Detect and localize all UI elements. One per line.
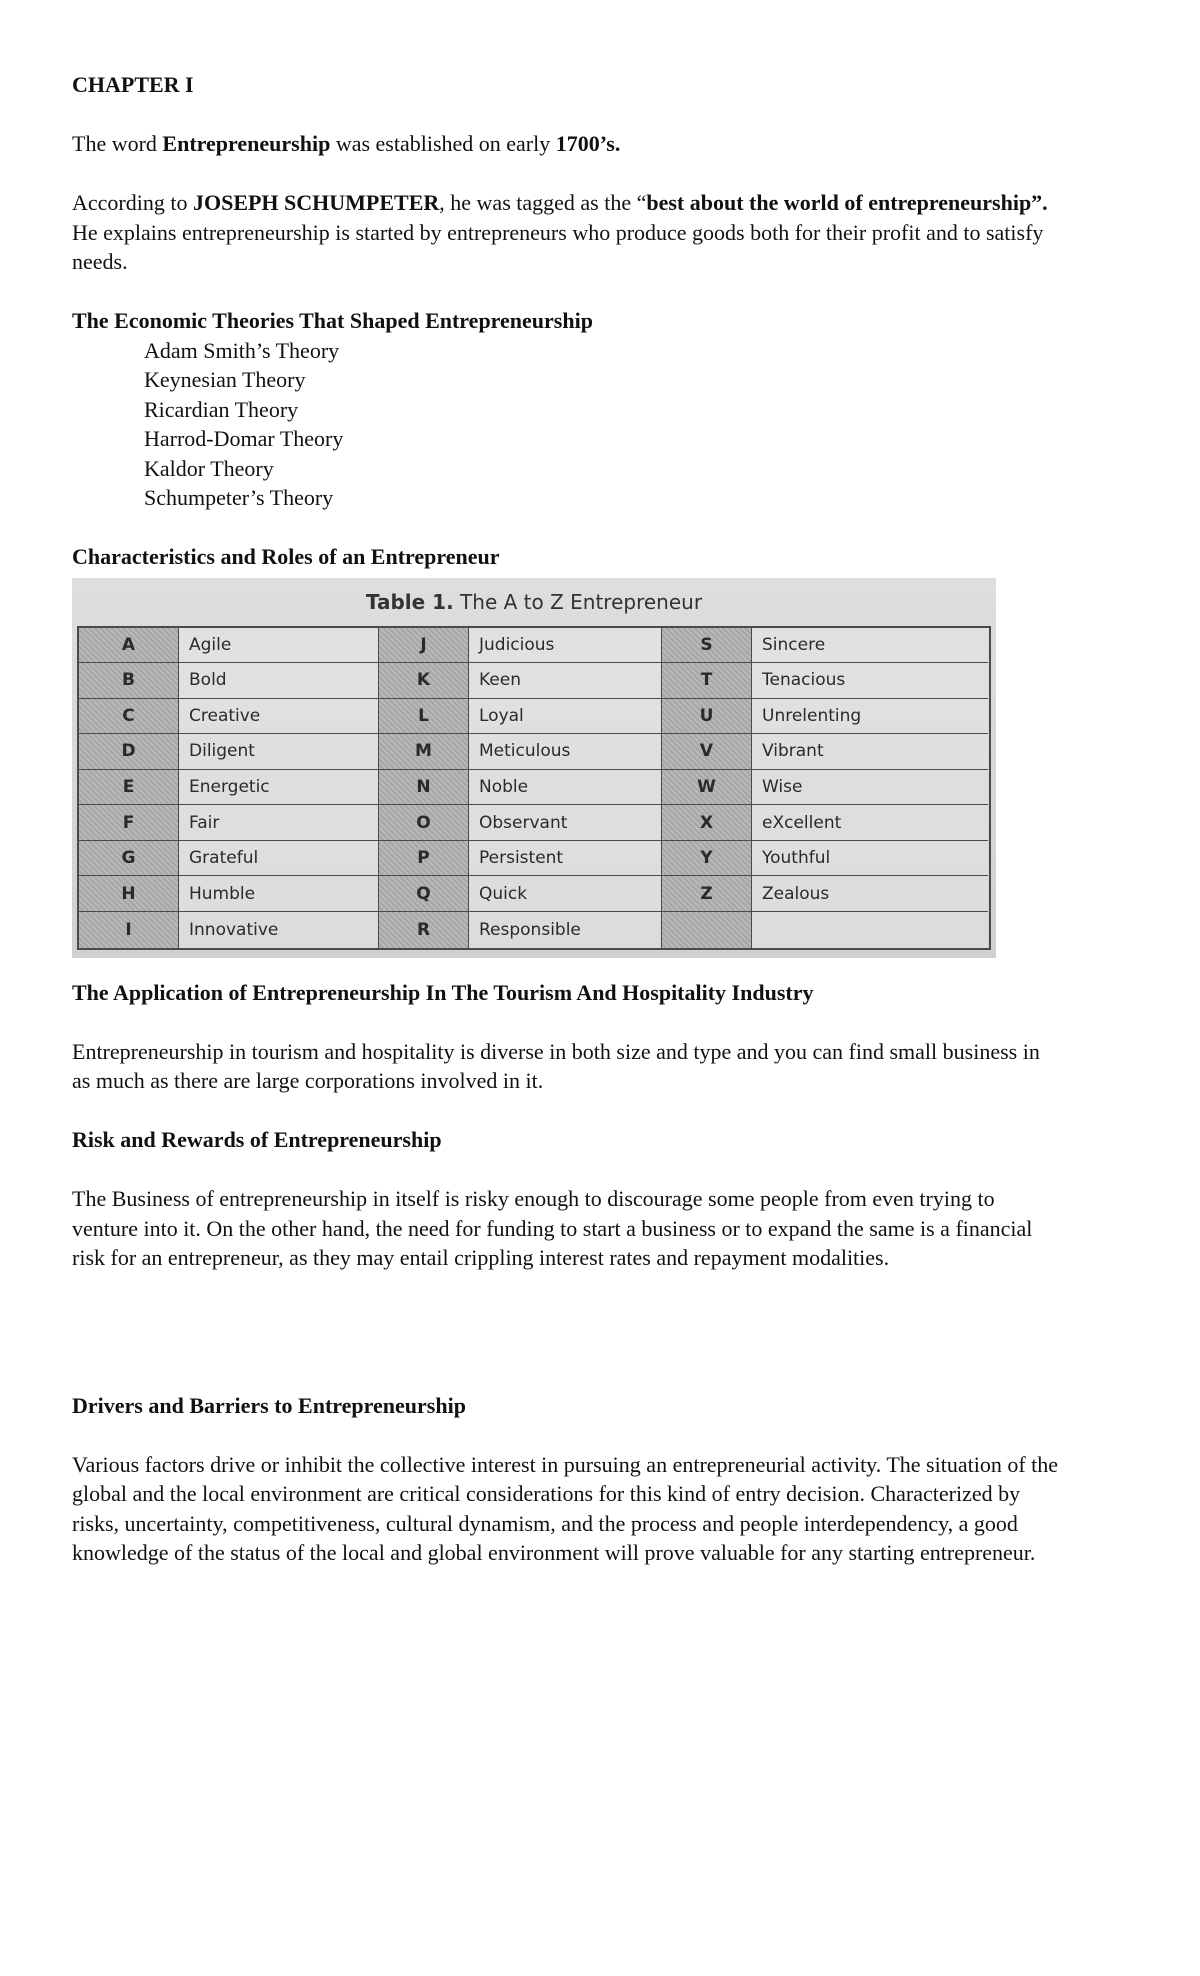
theory-item: Harrod-Domar Theory xyxy=(144,426,344,451)
table-letter-cell: W xyxy=(662,770,752,806)
characteristics-heading: Characteristics and Roles of an Entrepreneur xyxy=(72,544,500,569)
table-letter-cell: V xyxy=(662,734,752,770)
drivers-heading: Drivers and Barriers to Entrepreneurship xyxy=(72,1392,466,1418)
table-letter-cell: G xyxy=(79,841,179,877)
table-letter-cell: E xyxy=(79,770,179,806)
table-caption-title: The A to Z Entrepreneur xyxy=(453,589,703,614)
table-word-cell: Zealous xyxy=(752,876,988,912)
drivers-line-4: knowledge of the status of the local and global environment will prove valuable for any starting entrepreneur. xyxy=(72,1540,1036,1565)
table-word-cell: Loyal xyxy=(469,699,662,735)
risk-line-3: risk for an entrepreneur, as they may entail crippling interest rates and repayment modalities. xyxy=(72,1245,890,1270)
table-letter-cell: F xyxy=(79,805,179,841)
table-word-cell: Humble xyxy=(179,876,379,912)
application-line-1: Entrepreneurship in tourism and hospitality is diverse in both size and type and you can find small business in xyxy=(72,1038,1040,1064)
table-letter-cell: C xyxy=(79,699,179,735)
schumpeter-line-1 xyxy=(72,188,1142,218)
table-letter-cell: L xyxy=(379,699,469,735)
schumpeter-line-3: needs. xyxy=(72,249,128,274)
table-word-cell: Persistent xyxy=(469,841,662,877)
table-word-cell: Bold xyxy=(179,663,379,699)
table-letter-cell: O xyxy=(379,805,469,841)
chapter-title: CHAPTER I xyxy=(72,72,194,97)
table-word-cell: Noble xyxy=(469,770,662,806)
intro-paragraph xyxy=(72,129,1142,159)
schumpeter-line-2: He explains entrepreneurship is started by entrepreneurs who produce goods both for their profit and to satisfy xyxy=(72,219,1044,245)
table-letter-cell: S xyxy=(662,628,752,664)
theory-item: Kaldor Theory xyxy=(144,455,274,481)
table-word-cell: Vibrant xyxy=(752,734,988,770)
table-word-cell xyxy=(752,912,988,948)
table-letter-cell: J xyxy=(379,628,469,664)
table-word-cell: Judicious xyxy=(469,628,662,664)
table-word-cell: Wise xyxy=(752,770,988,806)
drivers-line-3: risks, uncertainty, competitiveness, cultural dynamism, and the process and people interdependency, a good xyxy=(72,1510,1018,1536)
drivers-line-1: Various factors drive or inhibit the collective interest in pursuing an entrepreneurial activity. The situation of the xyxy=(72,1451,1059,1477)
drivers-line-2: global and the local environment are critical considerations for this kind of entry decision. Characterized by xyxy=(72,1481,1021,1506)
theory-item: Keynesian Theory xyxy=(144,367,306,392)
table-word-cell: Meticulous xyxy=(469,734,662,770)
table-letter-cell: Z xyxy=(662,876,752,912)
table-letter-cell: B xyxy=(79,663,179,699)
table-word-cell: Sincere xyxy=(752,628,988,664)
table-letter-cell: T xyxy=(662,663,752,699)
table-letter-cell: P xyxy=(379,841,469,877)
schumpeter-name: JOSEPH SCHUMPETER xyxy=(192,190,440,215)
table-word-cell: Observant xyxy=(469,805,662,841)
theory-item: Adam Smith’s Theory xyxy=(144,337,340,363)
table-letter-cell: X xyxy=(662,805,752,841)
table-letter-cell: I xyxy=(79,912,179,948)
intro-text-pre: The word xyxy=(72,131,163,156)
table-letter-cell: H xyxy=(79,876,179,912)
table-letter-cell: A xyxy=(79,628,179,664)
table-word-cell: Unrelenting xyxy=(752,699,988,735)
table-word-cell: Quick xyxy=(469,876,662,912)
table-letter-cell: N xyxy=(379,770,469,806)
table-word-cell: Youthful xyxy=(752,841,988,877)
schumpeter-mid: , he was tagged as the “ xyxy=(439,190,647,215)
table-word-cell: eXcellent xyxy=(752,805,988,841)
table-word-cell: Grateful xyxy=(179,841,379,877)
table-word-cell: Responsible xyxy=(469,912,662,948)
risk-heading: Risk and Rewards of Entrepreneurship xyxy=(72,1127,442,1152)
table-letter-cell xyxy=(662,912,752,948)
table-letter-cell: K xyxy=(379,663,469,699)
theories-list xyxy=(72,336,1142,513)
table-word-cell: Tenacious xyxy=(752,663,988,699)
theory-item: Schumpeter’s Theory xyxy=(144,485,334,510)
table-caption xyxy=(72,590,996,614)
table-word-cell: Innovative xyxy=(179,912,379,948)
intro-year: 1700’s. xyxy=(555,131,621,156)
table-letter-cell: D xyxy=(79,734,179,770)
table-word-cell: Diligent xyxy=(179,734,379,770)
application-heading: The Application of Entrepreneurship In The Tourism And Hospitality Industry xyxy=(72,979,814,1005)
table-letter-cell: Y xyxy=(662,841,752,877)
schumpeter-quote: best about the world of entrepreneurship”. xyxy=(646,190,1048,215)
a-to-z-table-image xyxy=(72,578,996,958)
table-letter-cell: M xyxy=(379,734,469,770)
risk-line-1: The Business of entrepreneurship in itself is risky enough to discourage some people from even trying to xyxy=(72,1186,995,1211)
theories-heading: The Economic Theories That Shaped Entrepreneurship xyxy=(72,308,593,333)
table-word-cell: Creative xyxy=(179,699,379,735)
table-letter-cell: R xyxy=(379,912,469,948)
table-letter-cell: Q xyxy=(379,876,469,912)
table-word-cell: Energetic xyxy=(179,770,379,806)
table-caption-label: Table 1. xyxy=(365,589,454,614)
theory-item: Ricardian Theory xyxy=(144,396,299,422)
risk-line-2: venture into it. On the other hand, the need for funding to start a business or to expand the same is a financial xyxy=(72,1215,1033,1241)
schumpeter-paragraph xyxy=(72,188,1142,277)
intro-term: Entrepreneurship xyxy=(162,131,331,156)
schumpeter-pre: According to xyxy=(72,190,193,215)
table-word-cell: Fair xyxy=(179,805,379,841)
a-to-z-table xyxy=(77,626,991,950)
table-word-cell: Agile xyxy=(179,628,379,664)
intro-text-mid: was established on early xyxy=(330,131,556,156)
table-word-cell: Keen xyxy=(469,663,662,699)
application-line-2: as much as there are large corporations involved in it. xyxy=(72,1068,544,1093)
table-letter-cell: U xyxy=(662,699,752,735)
document-page xyxy=(72,70,1142,1568)
